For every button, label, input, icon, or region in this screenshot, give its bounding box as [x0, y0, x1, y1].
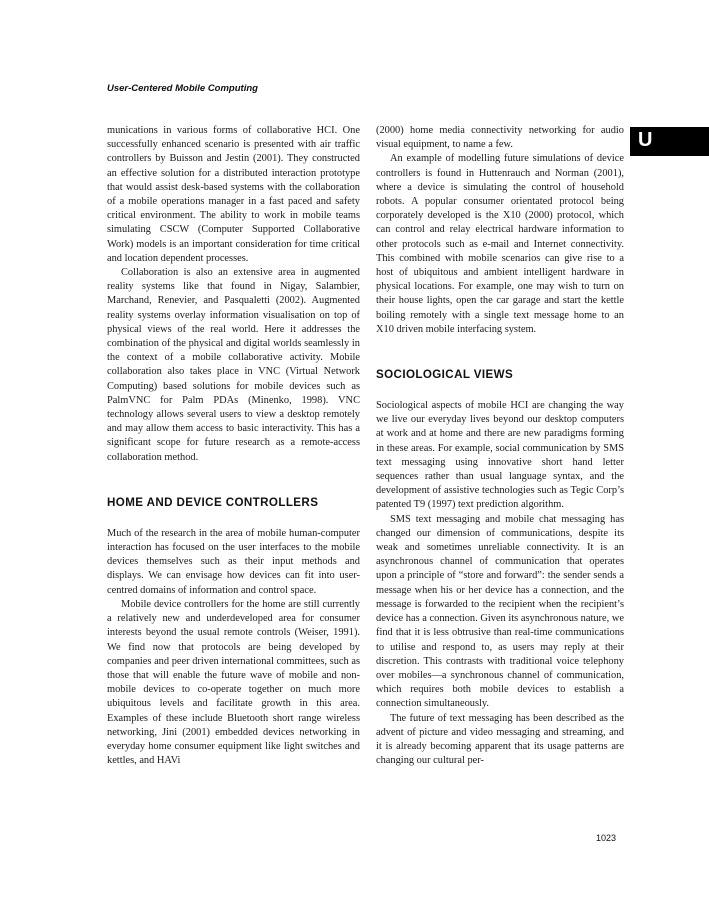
right-paragraph-1: (2000) home media connectivity networking for audio visual equipment, to name a few.: [376, 125, 624, 151]
left-paragraph-2: Collaboration is also an extensive area in augmented reality systems like that found in Nigay, Salambier, Marchand, Renevier, and Pasqualetti (2002). Augmented reality systems overlay information visualisation on top of physical views of the real world. Here it addresses the combination of the physical and digital worlds seamlessly in the context of a mobile collaborative activity. Mobile collaboration also takes place in VNC (Virtual Network Computing) based solutions for mobile devices such as PalmVNC for Palm PDAs (Minenko, 1998). VNC technology allows several users to view a desktop remotely and may allow them access to basic interactivity. This has a significant scope for future research as a remote-access collaboration method.: [107, 267, 360, 463]
thumb-tab-letter: U: [638, 129, 653, 151]
right-column: [376, 124, 624, 768]
right-paragraph-4: SMS text messaging and mobile chat messaging has changed our dimension of communications, despite its weak and sometimes unreliable connectivity. It is an asynchronous channel of communication that operates upon a principle of “store and forward”: the sender sends a message when his or her device has a connection, and the message is forwarded to the recipient when the recipient’s device has a connection. Given its asynchronous nature, we find that it is less obtrusive than real-time communications to utilise and respond to, as users may reply at their discretion. This contrasts with traditional voice telephony over mobiles—a synchronous channel of communication, which requires both mobile devices to establish a connection simultaneously.: [376, 513, 624, 710]
left-paragraph-3: Much of the research in the area of mobile human-computer interaction has focused on the user interfaces to the mobile devices themselves such as their input methods and displays. We can envisage how devices can fit into user-centred domains of information and control space.: [107, 527, 360, 596]
section-heading-home-device-controllers: HOME AND DEVICE CONTROLLERS: [107, 495, 319, 509]
page-number: 1023: [596, 833, 617, 843]
section-thumb-tab: [630, 127, 709, 156]
left-paragraph-1: munications in various forms of collaborative HCI. One successfully enhanced scenario is presented with air traffic controllers by Buisson and Jestin (2001). They constructed an effective solution for a distributed interaction prototype that would assist desk-based systems with the collaboration of a mobile operations manager in a fast paced and safety critical environment. The ability to work in mobile teams simulating CSCW (Computer Supported Collaborative Work) models is an important consideration for time critical and location dependent processes.: [107, 125, 360, 264]
left-paragraph-4: Mobile device controllers for the home are still currently a relatively new and underdeveloped area for consumer interests beyond the usual remote controls (Weiser, 1991). We find now that protocols are being developed by companies and peer driven international committees, such as those that will enable the future wave of mobile and non-mobile devices to co-operate together on much more ubiquitous levels and facilitate growth in this area. Examples of these include Bluetooth short range wireless networking, Jini (2001) embedded devices networking in everyday home consumer equipment like light switches and kettles, and HAVi: [107, 598, 360, 767]
running-head: User-Centered Mobile Computing: [107, 83, 258, 94]
right-paragraph-5: The future of text messaging has been described as the advent of picture and video messaging and streaming, and it is already becoming apparent that its usage patterns are changing our cultural per-: [376, 712, 624, 767]
right-paragraph-3: Sociological aspects of mobile HCI are changing the way we live our everyday lives beyond our desktop computers at work and at home and there are new paradigms forming in these areas. For example, social communication by SMS text messaging using innovative short hand letter sequences rather than usual language syntax, and the development of assistive technologies such as Tegic Corp’s patented T9 (1997) text prediction algorithm.: [376, 400, 624, 511]
section-heading-sociological-views: SOCIOLOGICAL VIEWS: [376, 368, 514, 382]
left-column: [107, 124, 360, 768]
right-paragraph-2: An example of modelling future simulations of device controllers is found in Huttenrauch and Norman (2001), where a device is simulating the control of household robots. A popular consumer orientated protocol being corporately developed is the X10 (2000) protocol, which can control and relay electrical hardware information to other protocols such as e-mail and Internet connectivity. This combined with mobile scenarios can give rise to a host of ubiquitous and ambient intelligent hardware in physical locations. For example, one may wish to turn on their house lights, open the car garage and start the kettle boiling remotely with a single text message home to an X10 driven mobile interfacing system.: [376, 153, 624, 335]
